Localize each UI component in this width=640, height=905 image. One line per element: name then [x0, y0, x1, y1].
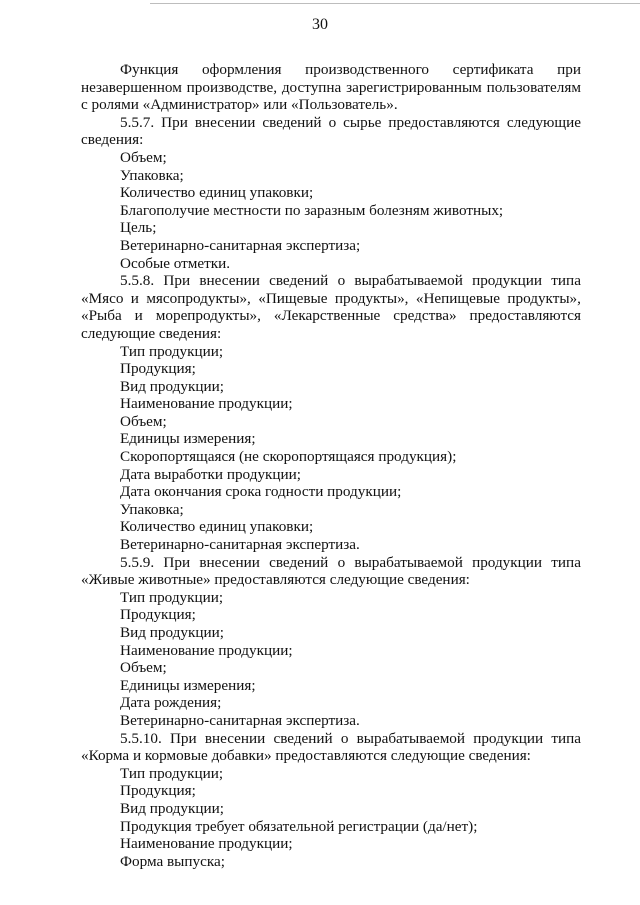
list-item: Продукция;	[120, 782, 196, 800]
paragraph-last-line: следующие сведения:	[81, 324, 222, 342]
word: зарегистрированным	[346, 78, 482, 96]
word: сведений	[262, 113, 322, 131]
list-item: Дата рождения;	[120, 694, 222, 712]
list-item: Вид продукции;	[120, 799, 224, 817]
list-item: Упаковка;	[120, 500, 184, 518]
paragraph-line	[81, 79, 581, 97]
list-item: Ветеринарно-санитарная экспертиза.	[120, 536, 360, 554]
word: продукции	[472, 272, 543, 290]
paragraph-last-line: сведения:	[81, 131, 144, 149]
word: продукты»,	[334, 289, 409, 307]
word: пользователям	[486, 78, 581, 96]
word: производственного	[305, 61, 430, 78]
word: «Рыба	[81, 307, 122, 325]
word: типа	[551, 729, 581, 747]
paragraph-last-line: с ролями «Администратор» или «Пользователь».	[81, 96, 398, 114]
word: сведений	[269, 272, 329, 290]
word: типа	[551, 553, 581, 571]
list-item: Продукция;	[120, 360, 196, 378]
word: продукты»,	[507, 289, 581, 307]
word: мясопродукты»,	[146, 289, 251, 307]
word: доступна	[281, 78, 342, 96]
word: «Пищевые	[258, 289, 328, 307]
list-item: Объем;	[120, 659, 167, 677]
list-item: Упаковка;	[120, 166, 184, 184]
word: о	[328, 113, 337, 131]
word: предоставляются	[388, 113, 500, 131]
word: «Непищевые	[415, 289, 500, 307]
list-item: Вид продукции;	[120, 624, 224, 641]
paragraph-line	[81, 272, 581, 290]
paragraph-line	[81, 114, 581, 132]
word: оформления	[201, 61, 282, 78]
list-item: Цель;	[120, 219, 157, 237]
list-item: Количество единиц упаковки;	[120, 518, 314, 536]
list-item: Единицы измерения;	[120, 676, 256, 694]
word: продукции	[472, 553, 543, 571]
word: внесении	[204, 729, 266, 747]
word: средства»	[393, 307, 457, 325]
list-item: Тип продукции;	[120, 588, 224, 606]
word: При	[163, 272, 191, 290]
word: следующие	[506, 113, 581, 131]
word: при	[557, 61, 581, 78]
word: и	[130, 289, 139, 307]
list-item: Тип продукции;	[120, 342, 224, 360]
scan-edge-line	[150, 3, 640, 4]
word: Функция	[120, 61, 179, 78]
list-item: Объем;	[120, 148, 167, 166]
list-item: Наименование продукции;	[120, 835, 293, 853]
list-item: Дата выработки продукции;	[120, 465, 302, 483]
word: о	[340, 729, 349, 747]
word: 5.5.8.	[120, 272, 155, 290]
list-item: Скоропортящаяся (не скоропортящаяся продукция);	[120, 448, 457, 466]
paragraph-last-line: «Живые животные» предоставляются следующие сведения:	[81, 571, 470, 589]
list-item: Продукция;	[120, 606, 196, 624]
word: о	[337, 272, 346, 290]
word: предоставляются	[469, 307, 581, 325]
word: сведений	[269, 553, 329, 571]
list-item: Форма выпуска;	[120, 852, 225, 870]
list-item: Объем;	[120, 412, 167, 430]
list-item: Наименование продукции;	[120, 641, 293, 659]
word: и	[134, 307, 143, 325]
word: вырабатываемой	[356, 729, 466, 747]
paragraph-last-line: «Корма и кормовые добавки» предоставляются следующие сведения:	[81, 747, 531, 765]
word: При	[161, 113, 188, 131]
list-item: Продукция требует обязательной регистрации (да/нет);	[120, 817, 478, 835]
word: 5.5.10.	[120, 729, 162, 747]
word: 5.5.7.	[120, 113, 155, 131]
word: внесении	[199, 272, 260, 290]
list-item: Тип продукции;	[120, 764, 224, 782]
word: При	[163, 553, 191, 571]
word: морепродукты»,	[155, 307, 261, 325]
word: вырабатываемой	[354, 272, 463, 290]
page-number: 30	[312, 16, 328, 33]
paragraph-line	[81, 730, 581, 748]
paragraph-line	[81, 61, 581, 79]
paragraph-line	[81, 554, 581, 572]
list-item: Наименование продукции;	[120, 395, 293, 413]
word: внесении	[199, 553, 260, 571]
word: сертификата	[452, 61, 534, 78]
word: вырабатываемой	[354, 553, 463, 571]
list-item: Единицы измерения;	[120, 430, 256, 448]
list-item: Благополучие местности по заразным болезням животных;	[120, 201, 504, 219]
list-item: Дата окончания срока годности продукции;	[120, 483, 402, 501]
word: продукции	[473, 729, 544, 747]
word: о	[337, 553, 346, 571]
list-item: Ветеринарно-санитарная экспертиза.	[120, 711, 360, 729]
word: производстве,	[186, 78, 278, 96]
list-item: Вид продукции;	[120, 377, 224, 395]
word: «Лекарственные	[273, 307, 381, 325]
word: «Мясо	[81, 289, 124, 307]
paragraph-line	[81, 307, 581, 325]
document-body	[81, 61, 581, 870]
word: типа	[551, 272, 581, 290]
word: внесении	[194, 113, 256, 131]
word: незавершенном	[81, 78, 182, 96]
word: 5.5.9.	[120, 553, 155, 571]
list-item: Ветеринарно-санитарная экспертиза;	[120, 236, 361, 254]
word: сырье	[343, 113, 382, 131]
word: При	[169, 729, 197, 747]
list-item: Количество единиц упаковки;	[120, 184, 314, 202]
word: сведений	[273, 729, 333, 747]
paragraph-line	[81, 290, 581, 308]
list-item: Особые отметки.	[120, 254, 231, 272]
